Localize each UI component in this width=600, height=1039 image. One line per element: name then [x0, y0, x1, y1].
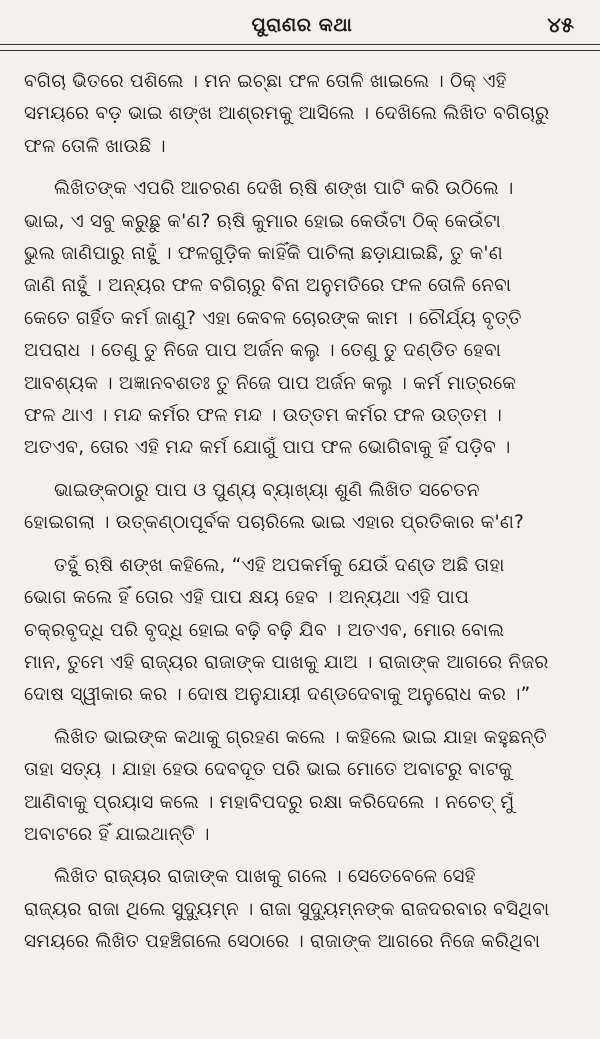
text-line: ଆଣିବାକୁ ପ୍ରୟାସ କଲେ । ମହାବିପଦରୁ ରକ୍ଷା କରିଦେଲେ । ନଚେତ୍ ମୁଁ: [24, 791, 515, 813]
text-line: ଅତଏବ, ତୋର ଏହି ମନ୍ଦ କର୍ମ ଯୋଗୁଁ ପାପ ଫଳ ଭୋଗିବାକୁ ହିଁ ପଡ଼ିବ ।: [24, 437, 511, 459]
text-line: ଆବଶ୍ୟକ । ଅଜ୍ଞାନବଶତଃ ତୁ ନିଜେ ପାପ ଅର୍ଜନ କଲୁ । କର୍ମ ମାତ୍ରକେ: [24, 372, 517, 394]
text-line: ତାହା ସତ୍ୟ । ଯାହା ହେଉ ଦେବଦୂତ ପରି ଭାଇ ମୋତେ ଅବାଟରୁ ବାଟକୁ: [24, 759, 513, 781]
text-line: ଅପରାଧ । ତେଣୁ ତୁ ନିଜେ ପାପ ଅର୍ଜନ କଲୁ । ତେଣୁ ତୁ ଦଣ୍ଡିତ ହେବା: [24, 340, 502, 362]
text-line: ଭୁଲ ଜାଣିପାରୁ ନାହୁଁ । ଫଳଗୁଡ଼ିକ କାହିଁକି ପାଚିଲା ଛଡ଼ାଯାଇଛି, ତୁ କ'ଣ: [24, 243, 503, 265]
text-line: ଭୋଗ କଲେ ହିଁ ତୋର ଏହି ପାପ କ୍ଷୟ ହେବ । ଅନ୍ୟଥା ଏହି ପାପ: [24, 587, 470, 609]
text-line: ଲିଖିତଙ୍କ ଏପରି ଆଚରଣ ଦେଖି ଋଷି ଶଙ୍ଖ ପାଟି କରି ଉଠିଲେ ।: [54, 178, 514, 200]
header-rule: [0, 44, 600, 51]
text-line: ଫଳ ଥାଏ । ମନ୍ଦ କର୍ମର ଫଳ ମନ୍ଦ । ଉତ୍ତମ କର୍ମର ଫଳ ଉତ୍ତମ ।: [24, 405, 503, 427]
text-line: ଅବାଟରେ ହିଁ ଯାଇଥାନ୍ତି ।: [24, 823, 210, 845]
paragraph: [24, 861, 582, 958]
paragraph: [24, 173, 582, 465]
text-line: ବଗିଚା ଭିତରେ ପଶିଲେ । ମନ ଇଚ୍ଛା ଫଳ ତୋଳି ଖାଇଲେ । ଠିକ୍ ଏହି: [24, 71, 507, 92]
text-line: ତହୁଁ ଋଷି ଶଙ୍ଖ କହିଲେ, “ଏହି ଅପକର୍ମକୁ ଯେଉଁ ଦଣ୍ଡ ଅଛି ତାହା: [54, 554, 505, 576]
text-line: ଭାଇ, ଏ ସବୁ କରୁଛୁ କ'ଣ? ଋଷି କୁମାର ହୋଇ କେଉଁଟା ଠିକ୍ କେଉଁଟା: [24, 210, 501, 232]
text-line: ଦୋଷ ସ୍ୱୀକାର କର । ଦୋଷ ଅନୁଯାୟୀ ଦଣ୍ଡଦେବାକୁ ଅନୁରୋଧ କର ।”: [24, 684, 531, 706]
page-header: [24, 0, 580, 40]
text-line: ଚକ୍ରବୃଦ୍ଧି ପରି ବୃଦ୍ଧି ହୋଇ ବଢ଼ି ବଢ଼ି ଯିବ । ଅତଏବ, ମୋର ବୋଲ: [24, 619, 505, 641]
text-line: ଫଳ ତୋଳି ଖାଉଛି ।: [24, 135, 166, 157]
text-line: ରାଜ୍ୟର ରାଜା ଥିଲେ ସୁଦ୍ୟୁମ୍ନ । ରାଜା ସୁଦ୍ୟୁମ୍ନଙ୍କ ରାଜଦରବାର ବସିଥିବା: [24, 898, 550, 920]
paragraph: [24, 66, 582, 163]
paragraph: [24, 550, 582, 712]
text-line: ଲିଖିତ ରାଜ୍ୟର ରାଜାଙ୍କ ପାଖକୁ ଗଲେ । ସେତେବେଳେ ସେହି: [54, 866, 476, 888]
body-text: [24, 66, 582, 969]
paragraph: [24, 475, 582, 540]
text-line: ଭାଇଙ୍କଠାରୁ ପାପ ଓ ପୁଣ୍ୟ ବ୍ୟାଖ୍ୟା ଶୁଣି ଲିଖିତ ସଚେତନ: [54, 479, 480, 501]
text-line: ସମୟରେ ବଡ଼ ଭାଇ ଶଙ୍ଖ ଆଶ୍ରମକୁ ଆସିଲେ । ଦେଖିଲେ ଲିଖିତ ବଗିଚାରୁ: [24, 103, 550, 125]
text-line: ଜାଣି ନାହୁଁ । ଅନ୍ୟର ଫଳ ବଗିଚାରୁ ବିନା ଅନୁମତିରେ ଫଳ ତୋଳି ନେବା: [24, 275, 512, 297]
text-line: ସମୟରେ ଲିଖିତ ପହଞ୍ଚିଗଲେ ସେଠାରେ । ରାଜାଙ୍କ ଆଗରେ ନିଜେ କରିଥିବା: [24, 931, 541, 953]
text-line: ହୋଇଗଲା । ଉତ୍କଣ୍ଠାପୂର୍ବକ ପଚାରିଲେ ଭାଇ ଏହାର ପ୍ରତିକାର କ'ଣ?: [24, 512, 525, 534]
page-number: ୪୫: [547, 13, 574, 37]
text-line: ମାନ, ତୁମେ ଏହି ରାଜ୍ୟର ରାଜାଙ୍କ ପାଖକୁ ଯାଅ । ରାଜାଙ୍କ ଆଗରେ ନିଜର: [24, 651, 549, 673]
text-line: ଲିଖିତ ଭାଇଙ୍କ କଥାକୁ ଗ୍ରହଣ କଲେ । କହିଲେ ଭାଇ ଯାହା କହୁଛନ୍ତି: [54, 726, 547, 748]
paragraph: [24, 722, 582, 852]
running-title: ପୁରାଣର କଥା: [251, 14, 353, 36]
text-line: କେତେ ଗର୍ହିତ କର୍ମ ଜାଣୁ? ଏହା କେବଳ ଚୋରଙ୍କ କାମ । ଚୌର୍ଯ୍ୟ ବୃତ୍ତି: [24, 307, 522, 329]
